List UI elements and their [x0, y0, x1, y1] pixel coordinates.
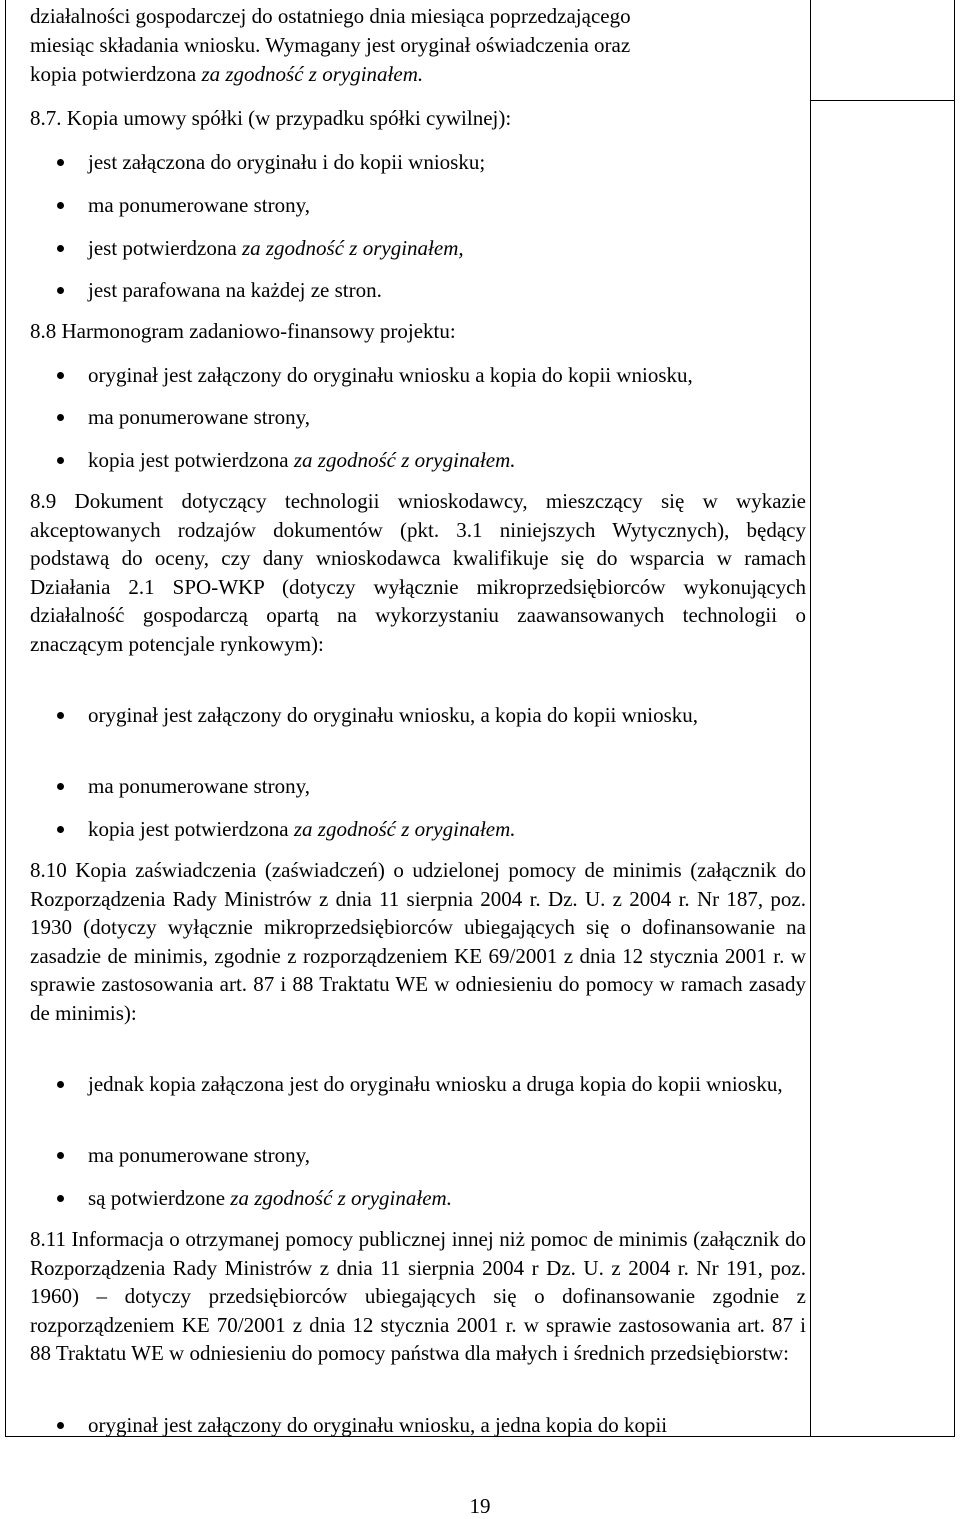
bullet-icon: [57, 1081, 64, 1088]
bullet-icon: [57, 783, 64, 790]
section-8-6-line-2: miesiąc składania wniosku. Wymagany jest oryginał oświadczenia oraz: [30, 33, 631, 57]
bullet-icon: [57, 457, 64, 464]
bullet-icon: [57, 1422, 64, 1429]
list-item: oryginał jest załączony do oryginału wniosku a kopia do kopii wniosku,: [30, 361, 806, 391]
bullet-icon: [57, 372, 64, 379]
page-number: 19: [469, 1494, 491, 1518]
list-item: ma ponumerowane strony,: [30, 403, 806, 433]
list-item: jest potwierdzona za zgodność z oryginałem,: [30, 234, 806, 264]
bullet-icon: [57, 826, 64, 833]
bullet-icon: [57, 1152, 64, 1159]
document-table: [5, 0, 955, 1437]
section-8-7-heading: 8.7. Kopia umowy spółki (w przypadku spółki cywilnej):: [30, 106, 512, 130]
list-item: oryginał jest załączony do oryginału wniosku, a kopia do kopii wniosku,: [30, 701, 806, 761]
section-8-6-line-1: działalności gospodarczej do ostatniego dnia miesiąca poprzedzającego: [30, 4, 631, 28]
section-8-10-paragraph: 8.10 Kopia zaświadczenia (zaświadczeń) o udzielonej pomocy de minimis (załącznik do Rozporządzenia Rady Ministrów z dnia 11 sierpnia 2004 r. Dz. U. z 2004 r. Nr 187, poz. 1930 (dotyczy wyłącznie mikroprzedsiębiorców ubiegających się o dofinansowanie na zasadzie de minimis, zgodnie z rozporządzeniem KE 69/2001 z dnia 12 stycznia 2001 r. w sprawie zastosowania art. 87 i 88 Traktatu WE w odniesieniu do pomocy w ramach zasady de minimis):: [30, 858, 806, 1025]
list-item: jednak kopia załączona jest do oryginału wniosku a druga kopia do kopii wniosku,: [30, 1070, 806, 1130]
list-item: jest załączona do oryginału i do kopii wniosku;: [30, 148, 806, 178]
list-item: są potwierdzone za zgodność z oryginałem.: [30, 1184, 806, 1214]
bullet-icon: [57, 414, 64, 421]
side-cell-border: [810, 100, 954, 101]
column-divider: [810, 0, 811, 1436]
bullet-icon: [57, 712, 64, 719]
list-item: ma ponumerowane strony,: [30, 191, 806, 221]
bullet-icon: [57, 287, 64, 294]
list-item: oryginał jest załączony do oryginału wniosku, a jedna kopia do kopii: [30, 1411, 806, 1441]
bullet-icon: [57, 1195, 64, 1202]
section-8-9-paragraph: 8.9 Dokument dotyczący technologii wnioskodawcy, mieszczący się w wykazie akceptowanych rodzajów dokumentów (pkt. 3.1 niniejszych Wytycznych), będący podstawą do oceny, czy dany wnioskodawca kwalifikuje się do wsparcia w ramach Działania 2.1 SPO-WKP (dotyczy wyłącznie mikroprzedsiębiorców wykonujących działalność gospodarczą opartą na wykorzystaniu zaawansowanych technologii o znaczącym potencjale rynkowym):: [30, 489, 806, 656]
list-item: ma ponumerowane strony,: [30, 1141, 806, 1171]
bullet-icon: [57, 202, 64, 209]
section-8-11-paragraph: 8.11 Informacja o otrzymanej pomocy publicznej innej niż pomoc de minimis (załącznik do Rozporządzenia Rady Ministrów z dnia 11 sierpnia 2004 r Dz. U. z 2004 r. Nr 191, poz. 1960) – dotyczy przedsiębiorców ubiegających się o dofinansowanie zgodnie z rozporządzeniem KE 70/2001 z dnia 12 stycznia 2001 r. w sprawie zastosowania art. 87 i 88 Traktatu WE w odniesieniu do pomocy państwa dla małych i średnich przedsiębiorstw:: [30, 1227, 806, 1366]
section-8-8-heading: 8.8 Harmonogram zadaniowo-finansowy projektu:: [30, 319, 456, 343]
section-8-6-line-3: kopia potwierdzona za zgodność z oryginałem.: [30, 62, 424, 86]
bullet-icon: [57, 159, 64, 166]
bullet-icon: [57, 245, 64, 252]
list-item: jest parafowana na każdej ze stron.: [30, 276, 806, 306]
list-item: kopia jest potwierdzona za zgodność z oryginałem.: [30, 446, 806, 476]
list-item: kopia jest potwierdzona za zgodność z oryginałem.: [30, 815, 806, 845]
list-item: ma ponumerowane strony,: [30, 772, 806, 802]
